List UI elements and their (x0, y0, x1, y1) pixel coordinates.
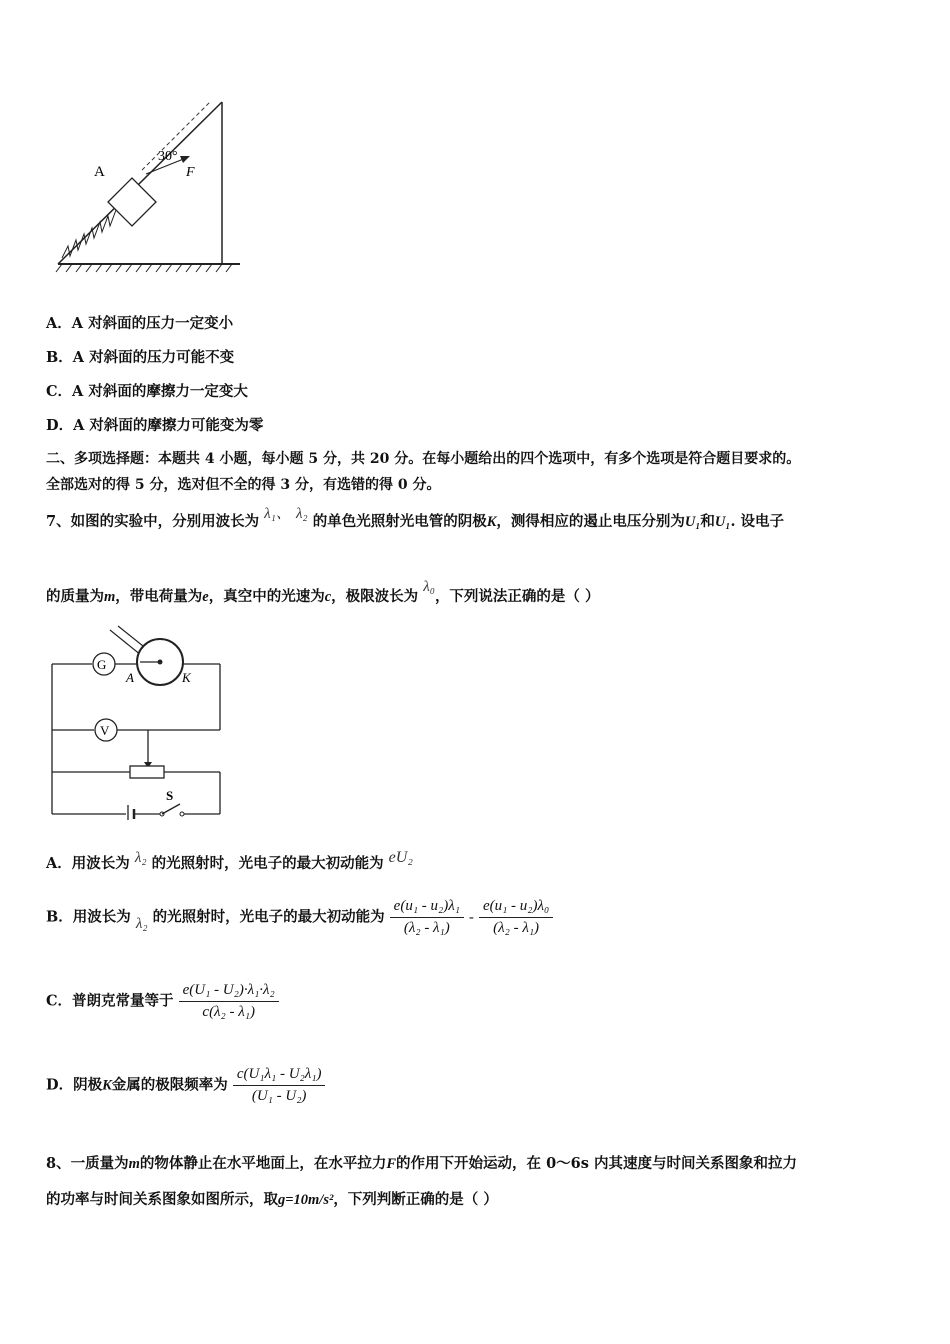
option-letter: D． (46, 417, 74, 434)
option-text: A 对斜面的摩擦力可能变为零 (73, 417, 264, 434)
label-a: A (94, 164, 105, 180)
q7-option-c (46, 982, 279, 1021)
force-f: F (386, 1156, 397, 1172)
mass-m: m (104, 589, 116, 605)
expression-eu2: eU₂ (388, 849, 413, 866)
label-g: G (97, 657, 107, 672)
voltage-u1b: U₁ (714, 514, 731, 530)
q7-text: 的单色光照射光电管的阴极 (312, 513, 487, 530)
option-text: A 对斜面的压力一定变小 (71, 315, 234, 332)
section2-line1: 二、多项选择题：本题共 4 小题，每小题 5 分，共 20 分。在每小题给出的四个选项中，有多个选项是符合题目要求的。 (46, 451, 801, 467)
lambda2-symbol: λ₂ (134, 850, 147, 866)
ground-hatch (56, 264, 232, 272)
fraction-numerator: c(U₁λ₁ - U₂λ₁) (233, 1066, 326, 1086)
option-letter: B． (46, 908, 73, 926)
q7-option-b (46, 898, 553, 937)
q7-text: ，下列说法正确的是（ ） (434, 588, 600, 605)
lambda2-symbol: λ₂ (295, 506, 308, 522)
fraction-denominator: c(λ₂ - λ₁) (202, 1004, 255, 1020)
lambda2-symbol: λ₂ (135, 915, 148, 932)
option-text: 的光照射时，光电子的最大初动能为 (151, 855, 384, 872)
label-force: F (186, 165, 195, 180)
option-text: 普朗克常量等于 (72, 992, 174, 1010)
fraction-b2 (479, 898, 553, 937)
option-letter: C． (46, 992, 73, 1010)
q8-text: ，下列判断正确的是（ ） (333, 1191, 498, 1208)
block-a (108, 178, 156, 226)
q6-option-d (46, 414, 263, 435)
option-letter: A． (46, 315, 72, 332)
fraction-denominator: (λ₂ - λ₁) (403, 920, 450, 936)
cathode-k: K (102, 1077, 112, 1094)
q7-line2 (46, 579, 600, 606)
q7-text: ，极限波长为 (331, 588, 419, 605)
option-text: 用波长为 (71, 855, 130, 872)
option-letter: B． (46, 349, 73, 366)
option-letter: A． (46, 855, 72, 872)
label-v: V (100, 723, 110, 738)
anode-dot (158, 660, 163, 665)
mass-m: m (128, 1156, 140, 1172)
lambda1-symbol: λ₁、 (264, 506, 291, 522)
incline-figure (44, 98, 256, 278)
option-letter: C． (46, 383, 73, 400)
fraction-denominator: (U₁ - U₂) (251, 1088, 307, 1104)
fraction-d (233, 1066, 326, 1105)
force-arrowhead (180, 156, 190, 163)
q8-text: 的物体静止在水平地面上，在水平拉力 (139, 1155, 387, 1172)
option-text: 阴极 (73, 1076, 103, 1094)
charge-e: e (202, 589, 209, 605)
q8-text: 的功率与时间关系图象如图所示，取 (46, 1191, 278, 1208)
lambda0-symbol: λ₀ (423, 579, 435, 595)
rheostat (130, 766, 164, 778)
q7-text: ，真空中的光速为 (208, 588, 325, 605)
voltage-u1: U₁ (684, 514, 701, 530)
q7-line1 (46, 506, 785, 531)
option-text: A 对斜面的压力可能不变 (72, 349, 235, 366)
option-text: 用波长为 (72, 908, 131, 926)
q8-text: 的作用下开始运动，在 0～6s 内其速度与时间关系图象和拉力 (396, 1155, 797, 1172)
q6-option-b (46, 346, 234, 367)
gravity-g: g=10m/s² (278, 1192, 334, 1208)
option-text: 金属的极限频率为 (111, 1076, 228, 1094)
fraction-numerator: e(U₁ - U₂)·λ₁·λ₂ (179, 982, 279, 1002)
switch-blade (162, 804, 180, 814)
q7-text: 7、如图的实验中，分别用波长为 (46, 513, 260, 530)
option-letter: D． (46, 1076, 74, 1094)
q7-option-a (46, 849, 413, 873)
fraction-b1 (390, 898, 464, 937)
q6-option-a (46, 312, 233, 333)
switch-contact (180, 812, 184, 816)
circuit-figure (44, 624, 228, 820)
label-angle: 30° (158, 149, 178, 164)
q7-text: ，测得相应的遏止电压分别为 (496, 513, 685, 530)
q6-option-c (46, 380, 248, 401)
label-a: A (126, 670, 134, 685)
q7-text: 和 (700, 513, 715, 530)
q8-line2 (46, 1188, 498, 1209)
q8-line1 (46, 1152, 797, 1173)
label-k: K (182, 670, 191, 685)
fraction-c (179, 982, 279, 1021)
section2-line2: 全部选对的得 5 分，选对但不全的得 3 分，有选错的得 0 分。 (46, 477, 441, 493)
fraction-numerator: e(u₁ - u₂)λ₀ (479, 898, 553, 918)
minus-sign: - (469, 909, 474, 926)
q7-option-d (46, 1066, 325, 1105)
q7-text: ，带电荷量为 (115, 588, 203, 605)
option-text: A 对斜面的摩擦力一定变大 (72, 383, 248, 400)
incline-surface (58, 102, 222, 264)
q8-text: 8、一质量为 (46, 1155, 129, 1172)
label-s: S (166, 788, 174, 803)
option-text: 的光照射时，光电子的最大初动能为 (152, 908, 385, 926)
fraction-numerator: e(u₁ - u₂)λ₁ (390, 898, 464, 918)
light-c: c (324, 589, 332, 605)
fraction-denominator: (λ₂ - λ₁) (493, 920, 540, 936)
q7-text: 的质量为 (46, 588, 104, 605)
cathode-k: K (486, 514, 497, 530)
q7-text: . 设电子 (730, 513, 785, 530)
